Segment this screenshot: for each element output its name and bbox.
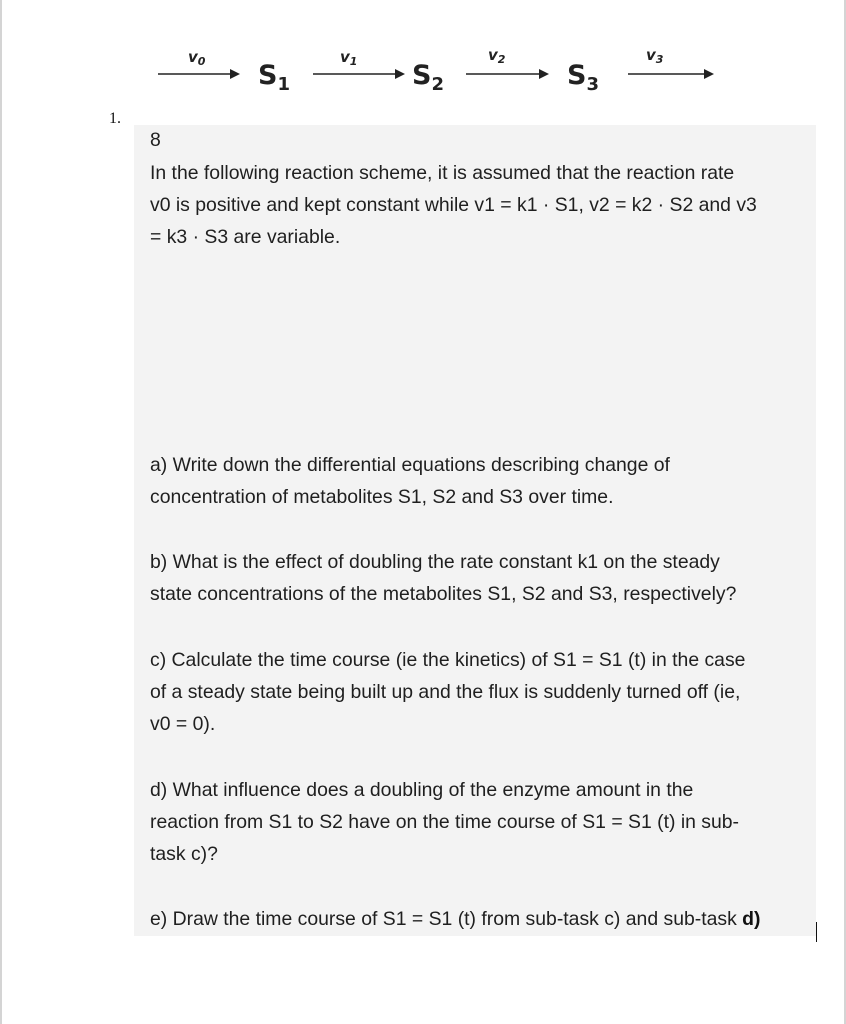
part-c-line-1: c) Calculate the time course (ie the kinetics) of S1 = S1 (t) in the case bbox=[150, 649, 746, 671]
part-c-line-2: of a steady state being built up and the flux is suddenly turned off (ie, bbox=[150, 681, 741, 703]
item-number: 1. bbox=[109, 110, 121, 127]
part-d-line-3: task c)? bbox=[150, 843, 218, 865]
metabolite-s1: $S_1$ bbox=[258, 60, 290, 95]
rate-v0-label: $v_0$ bbox=[188, 48, 206, 68]
text-cursor bbox=[816, 922, 817, 942]
intro-line-2: v0 is positive and kept constant while v1 = k1 · S1, v2 = k2 · S2 and v3 bbox=[150, 194, 757, 216]
part-c-line-3: v0 = 0). bbox=[150, 713, 216, 735]
rate-v1-label: $v_1$ bbox=[340, 48, 358, 68]
part-b-line-1: b) What is the effect of doubling the rate constant k1 on the steady bbox=[150, 551, 720, 573]
reaction-scheme bbox=[0, 0, 846, 120]
rate-v3-label: $v_3$ bbox=[646, 46, 664, 66]
problem-points: 8 bbox=[150, 129, 161, 151]
intro-line-1: In the following reaction scheme, it is assumed that the reaction rate bbox=[150, 162, 735, 184]
rate-v2-label: $v_2$ bbox=[488, 46, 506, 66]
part-a-line-2: concentration of metabolites S1, S2 and S3 over time. bbox=[150, 486, 614, 508]
intro-line-3: = k3 · S3 are variable. bbox=[150, 226, 341, 248]
part-a-line-1: a) Write down the differential equations describing change of bbox=[150, 454, 670, 476]
part-d-line-1: d) What influence does a doubling of the enzyme amount in the bbox=[150, 779, 694, 801]
metabolite-s3: $S_3$ bbox=[567, 60, 599, 95]
part-d-line-2: reaction from S1 to S2 have on the time course of S1 = S1 (t) in sub- bbox=[150, 811, 740, 833]
part-e-bold: d) bbox=[742, 908, 761, 930]
metabolite-s2: $S_2$ bbox=[412, 60, 444, 95]
part-e-line-1 bbox=[150, 903, 760, 935]
part-e-text: e) Draw the time course of S1 = S1 (t) from sub-task c) and sub-task bbox=[150, 908, 743, 930]
page-border-left bbox=[0, 0, 2, 1024]
part-b-line-2: state concentrations of the metabolites S1, S2 and S3, respectively? bbox=[150, 583, 737, 605]
